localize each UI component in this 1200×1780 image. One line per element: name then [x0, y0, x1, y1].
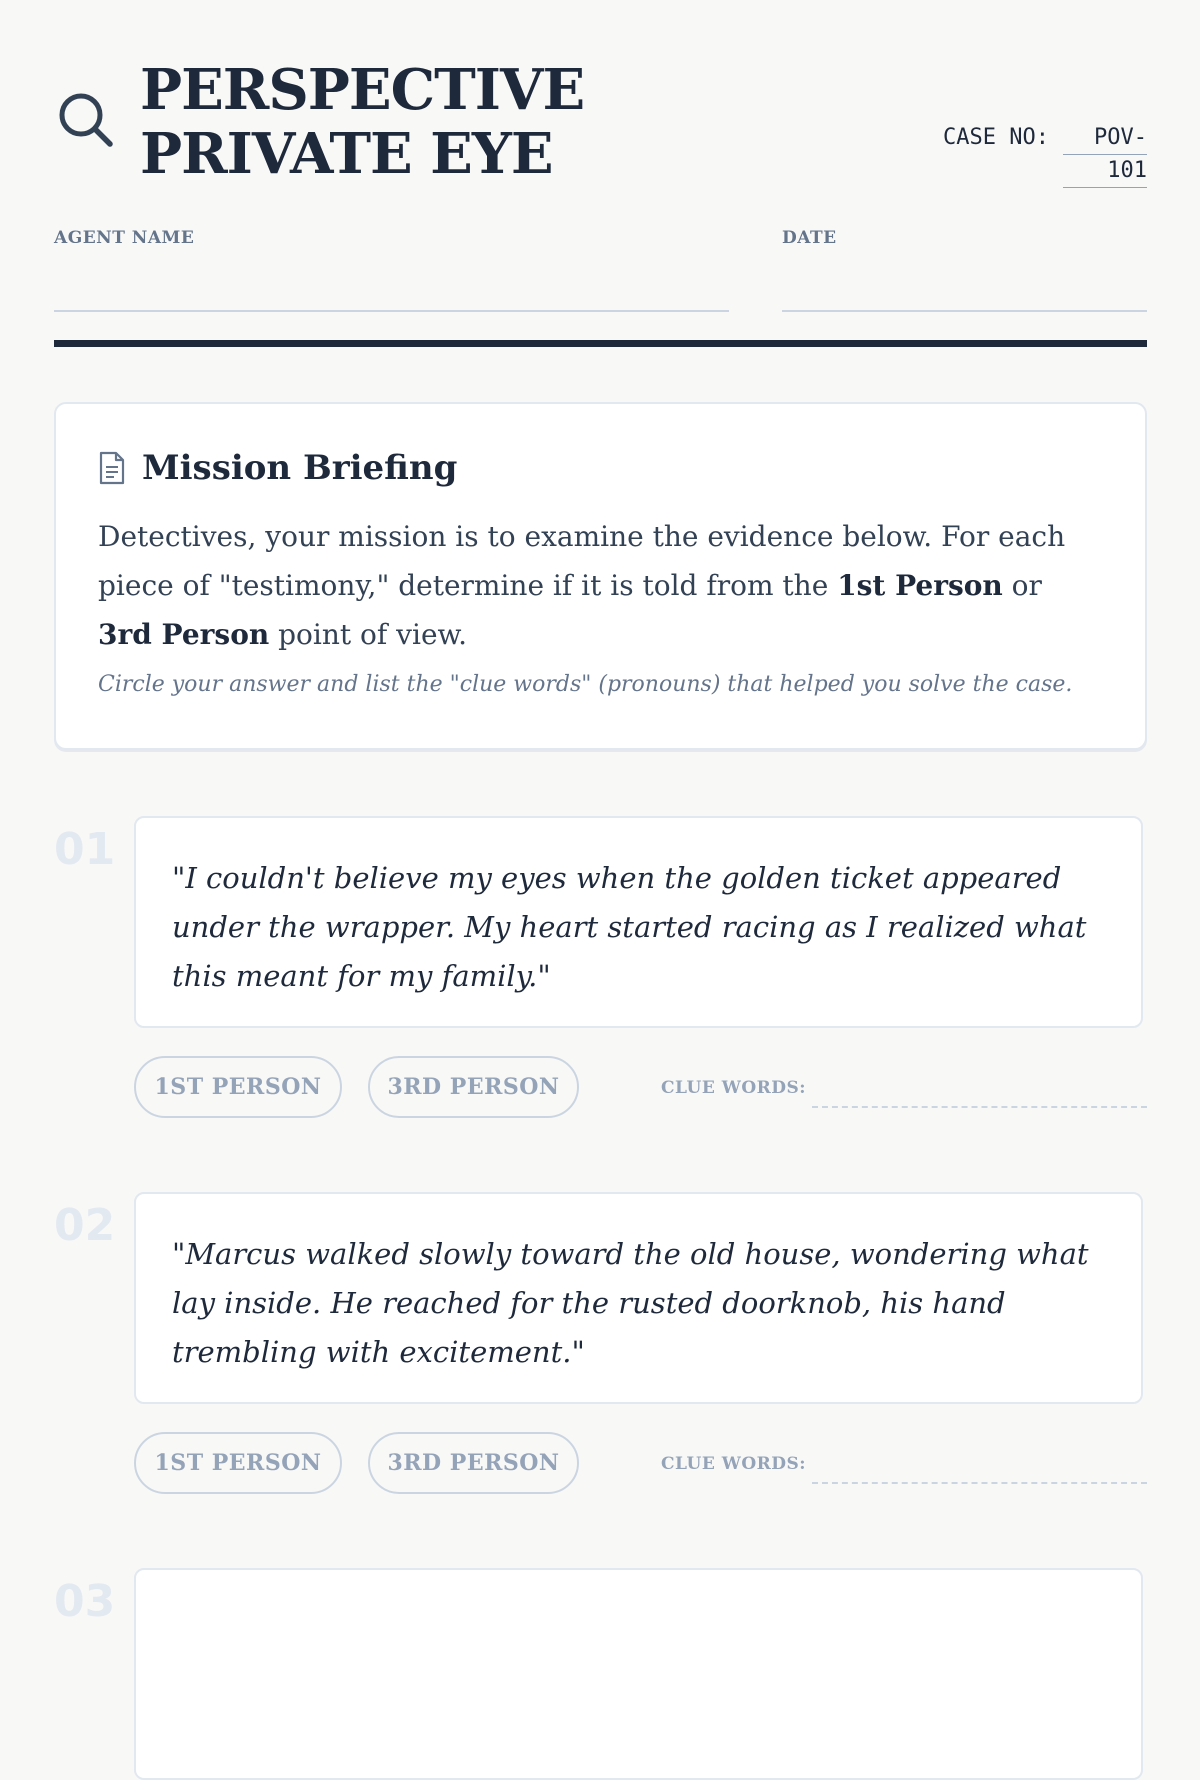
case-item-number: 02	[54, 1200, 116, 1251]
clue-words-input[interactable]	[812, 1106, 1147, 1108]
mission-briefing-card	[54, 402, 1147, 750]
worksheet-header	[54, 0, 1147, 200]
briefing-text	[98, 512, 1098, 659]
agent-fields	[54, 228, 1147, 314]
testimony-box	[134, 816, 1143, 1028]
case-number	[943, 122, 1147, 188]
magnifying-glass-icon	[56, 90, 116, 150]
third-person-option[interactable]: 3RD PERSON	[368, 1056, 579, 1118]
case-item-number: 01	[54, 824, 116, 875]
page-title: PERSPECTIVE PRIVATE EYE	[140, 57, 585, 187]
agent-name-input[interactable]	[54, 310, 729, 312]
document-icon	[98, 451, 126, 485]
first-person-option[interactable]: 1ST PERSON	[134, 1432, 342, 1494]
clue-words-input[interactable]	[812, 1482, 1147, 1484]
agent-name-label: AGENT NAME	[54, 228, 195, 248]
briefing-third-person: 3rd Person	[98, 618, 270, 651]
header-divider	[54, 340, 1147, 347]
worksheet-page	[54, 0, 1147, 1627]
date-label: DATE	[782, 228, 837, 248]
date-field	[782, 228, 837, 248]
briefing-first-person: 1st Person	[837, 569, 1003, 602]
third-person-option[interactable]: 3RD PERSON	[368, 1432, 579, 1494]
clue-words-label: CLUE WORDS:	[661, 1454, 807, 1474]
case-number-value	[1063, 122, 1147, 188]
briefing-text-part1: Detectives, your mission is to examine the evidence below. For each piece of "testimony," determine if it is told from the	[98, 520, 1066, 602]
briefing-or: or	[1002, 569, 1042, 602]
case-number-line1: POV-	[1063, 122, 1147, 155]
testimony-text: "Marcus walked slowly toward the old house, wondering what lay inside. He reached for the rusted doorknob, his hand trembling with excitement."	[172, 1237, 1089, 1369]
agent-name-field	[54, 228, 194, 248]
case-number-line2: 101	[1063, 155, 1147, 188]
briefing-text-part2: point of view.	[269, 618, 468, 651]
first-person-option[interactable]: 1ST PERSON	[134, 1056, 342, 1118]
testimony-box	[134, 1192, 1143, 1404]
briefing-title: Mission Briefing	[142, 448, 458, 488]
clue-words-label: CLUE WORDS:	[661, 1078, 807, 1098]
date-input[interactable]	[782, 310, 1147, 312]
case-item-number: 03	[54, 1576, 116, 1627]
testimony-text: "I couldn't believe my eyes when the golden ticket appeared under the wrapper. My heart started racing as I realized what this meant for my family."	[172, 861, 1087, 993]
case-number-label: CASE NO:	[943, 125, 1049, 150]
briefing-header	[98, 448, 457, 488]
briefing-hint: Circle your answer and list the "clue words" (pronouns) that helped you solve the case.	[98, 672, 1073, 697]
